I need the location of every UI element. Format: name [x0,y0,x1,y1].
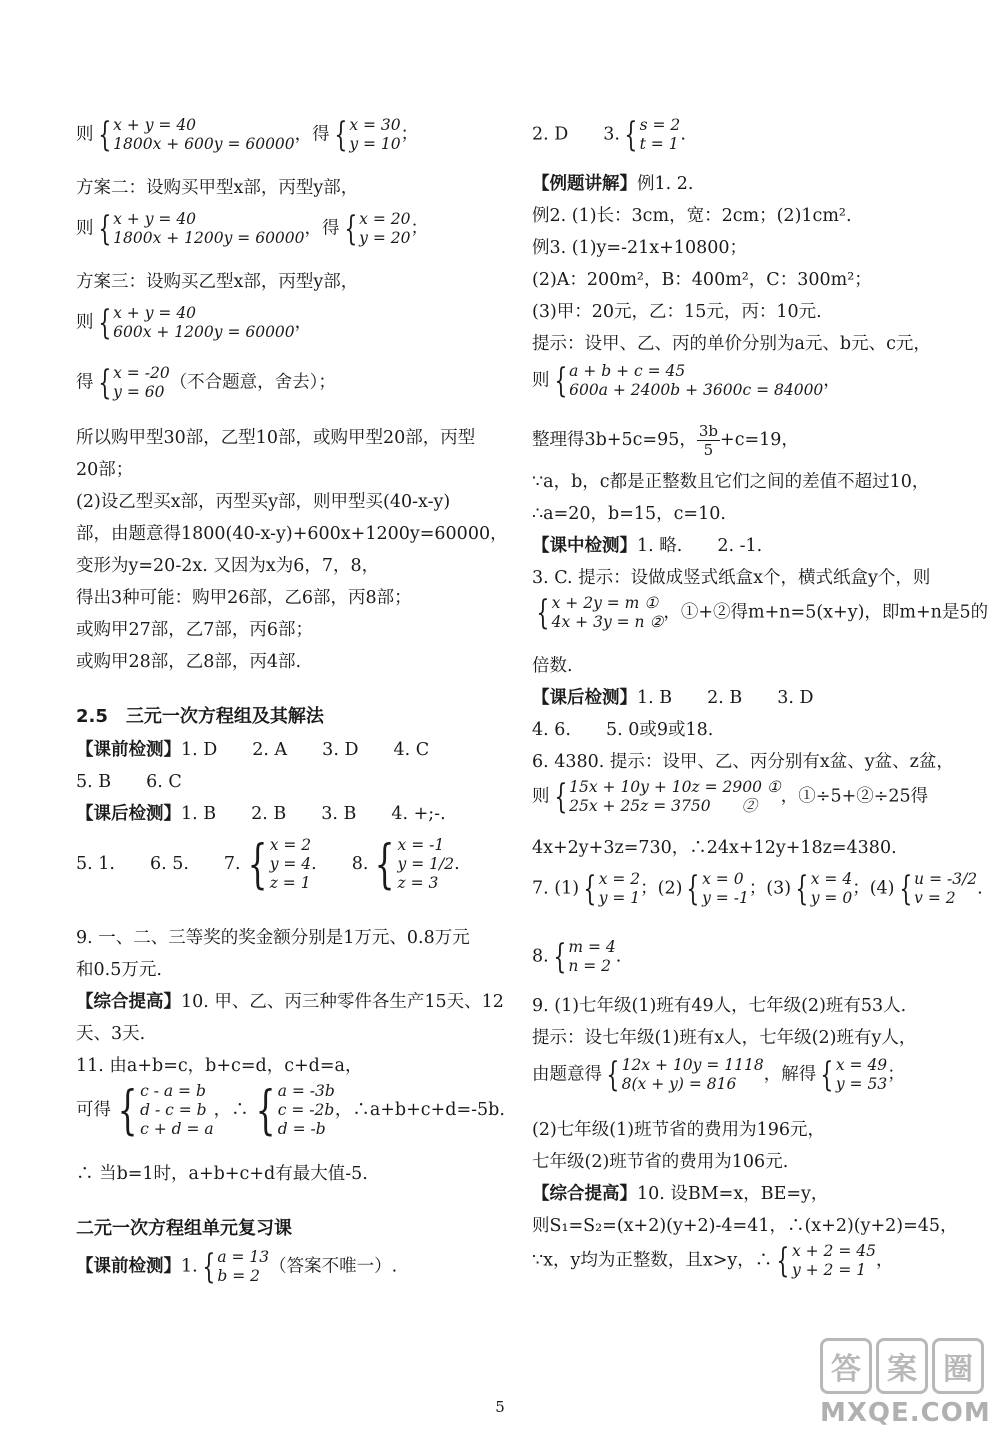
watermark-char: 答 [820,1338,872,1394]
right-line-15: 倍数. [532,656,573,676]
right-line-27: 七年级(2)班节省的费用为106元. [532,1152,789,1172]
right-line-1: 2. D 3. { s = 2 t = 1 . [532,115,686,155]
solution-system: { x = 2 y = 4 z = 1 [247,834,312,895]
equation-system: { x + 2y = m ① 4x + 3y = n ② [536,593,664,633]
right-line-11: ∴a=20，b=15，c=10. [532,504,726,524]
right-line-25: 由题意得 { 12x + 10y = 1118 8(x + y) = 816 ，解得 { x = 49 y = 53 ； [532,1055,905,1095]
right-line-13: 3. C. 提示：设做成竖式纸盒x个，横式纸盒y个，则 [532,568,931,588]
answer-9-cont: 和0.5万元. [76,960,162,980]
solution-system: { s = 2 t = 1 [624,115,681,155]
left-line-5: 则 { x + y = 40 600x + 1200y = 60000 ， [76,303,313,343]
equation-system: { x + y = 40 1800x + 1200y = 60000 [97,209,305,249]
equation-system: { 12x + 10y = 1118 8(x + y) = 816 [606,1055,764,1095]
left-line-14: 或购甲28部，乙8部，丙4部. [76,652,302,672]
right-line-24: 提示：设七年级(1)班有x人，七年级(2)班有y人， [532,1028,917,1048]
left-column [76,108,508,1296]
review-pre-check: 【课前检测】1. { a = 13 b = 2 （答案不唯一）. [76,1247,398,1287]
right-line-10: ∵a，b，c都是正整数且它们之间的差值不超过10， [532,472,930,492]
right-line-3: 例2. (1)长：3cm，宽：2cm；(2)1cm². [532,206,852,226]
right-column [532,108,989,1294]
equation-system: { c - a = b d - c = b c + d = a [117,1080,214,1141]
page-number: 5 [495,1398,505,1416]
watermark-char: 圈 [932,1338,984,1394]
solution-system: { u = -3/2 v = 2 [898,869,978,909]
comprehensive-line: 【综合提高】10. 甲、乙、丙三种零件各生产15天、12 [76,992,504,1012]
right-line-7: 提示：设甲、乙、丙的单价分别为a元、b元、c元， [532,334,931,354]
left-line-4: 方案三：设购买乙型x部，丙型y部， [76,272,359,292]
right-line-30: ∵x，y均为正整数，且x>y，∴ { x + 2 = 45 y + 2 = 1 ， [532,1241,894,1281]
right-line-9: 整理得3b+5c=95， $\frac{3b}{5}$ +c=19， [532,422,799,459]
solution-system: { a = -3b c = -2b d = -b [255,1080,335,1141]
solution-system: { a = 13 b = 2 [202,1247,270,1287]
right-line-8: 则 { a + b + c = 45 600a + 2400b + 3600c = 84000 ， [532,361,841,401]
example-line: 【例题讲解】例1. 2. [532,174,694,194]
left-line-12: 得出3种可能：购甲26部，乙6部，丙8部； [76,588,412,608]
right-line-18: 6. 4380. 提示：设甲、乙、丙分别有x盆、y盆、z盆， [532,752,954,772]
right-line-17: 4. 6. 5. 0或9或18. [532,720,714,740]
solution-system: { x + 2 = 45 y + 2 = 1 [776,1241,876,1281]
right-line-19: 则 { 15x + 10y + 10z = 2900 ① 25x + 25z = 3750 ② ，①÷5+②÷25得 [532,777,929,817]
solution-system: { x = -20 y = 60 [97,363,170,403]
post-check-line: 【课后检测】1. B 2. B 3. B 4. +;-. [76,804,446,824]
answer-8-right: 8. { m = 4 n = 2 . [532,937,622,977]
left-line-8: 20部； [76,460,134,480]
text: 则 [76,124,94,145]
solution-system: { x = 20 y = 20 [343,209,411,249]
left-line-1: 则 { x + y = 40 1800x + 600y = 60000 ，得 { x = 30 y = 10 ； [76,115,419,155]
answer-9: 9. 一、二、三等奖的奖金额分别是1万元、0.8万元 [76,928,470,948]
right-line-26: (2)七年级(1)班节省的费用为196元， [532,1120,825,1140]
equation-system: { 15x + 10y + 10z = 2900 ① 25x + 25z = 3750 ② [553,777,781,817]
watermark-url: MXQE.COM [820,1398,991,1428]
post-check-line-right: 【课后检测】1. B 2. B 3. D [532,688,814,708]
left-line-7: 所以购甲型30部，乙型10部，或购甲型20部，丙型 [76,428,476,448]
solution-system: { x = 30 y = 10 [334,115,401,155]
left-line-11: 变形为y=20-2x. 又因为x为6，7，8， [76,556,380,576]
watermark-logo [820,1338,990,1438]
left-line-6: 得 { x = -20 y = 60 （不合题意，舍去）； [76,363,336,403]
comprehensive-line-2: 天、3天. [76,1024,146,1044]
equation-system: { x + y = 40 1800x + 600y = 60000 [97,115,295,155]
section-heading-2-5: 2.5 三元一次方程组及其解法 [76,706,324,727]
equation-system: { a + b + c = 45 600a + 2400b + 3600c = 84000 [553,361,824,401]
section-heading-review: 二元一次方程组单元复习课 [76,1218,292,1239]
text: ，得 [294,124,330,145]
solution-system: { x = -1 y = 1/2 z = 3 [375,834,455,895]
pre-check-line-2: 5. B 6. C [76,772,182,792]
left-line-2: 方案二：设购买甲型x部，丙型y部， [76,178,359,198]
solution-system: { x = 2 y = 1 [583,869,641,909]
answer-11: 11. 由a+b=c，b+c=d，c+d=a， [76,1056,363,1076]
watermark-char: 案 [876,1338,928,1394]
solution-system: { m = 4 n = 2 [553,937,616,977]
right-line-6: (3)甲：20元，乙：15元，丙：10元. [532,302,822,322]
answers-5-8: 5. 1. 6. 5. 7. { x = 2 y = 4 z = 1 . 8. { x = -1 y = 1/2 z = 3 . [76,834,460,895]
solution-system: { x = 49 y = 53 [820,1055,888,1095]
answers-7: 7. (1) { x = 2 y = 1 ；(2) { x = 0 y = -1 ；(3) { x = 4 y = 0 ；(4) { u = -3/2 v = 2 . [532,869,983,909]
solution-system: { x = 4 y = 0 [795,869,853,909]
left-line-3: 则 { x + y = 40 1800x + 1200y = 60000 ，得 { x = 20 y = 20 ； [76,209,428,249]
right-line-5: (2)A：200m²，B：400m²，C：300m²； [532,270,872,290]
left-line-13: 或购甲27部，乙7部，丙6部； [76,620,314,640]
comprehensive-line-right: 【综合提高】10. 设BM=x，BE=y， [532,1184,829,1204]
right-line-4: 例3. (1)y=-21x+10800； [532,238,747,258]
equation-system: { x + y = 40 600x + 1200y = 60000 [97,303,295,343]
left-line-10: 部，由题意得1800(40-x-y)+600x+1200y=60000， [76,524,508,544]
right-line-20: 4x+2y+3z=730，∴24x+12y+18z=4380. [532,838,897,858]
answer-11-systems: 可得 { c - a = b d - c = b c + d = a ，∴ { a = -3b c = -2b d = -b ，∴a+b+c+d=-5b. [76,1080,505,1141]
pre-check-line: 【课前检测】1. D 2. A 3. D 4. C [76,740,430,760]
right-line-29: 则S₁=S₂=(x+2)(y+2)-4=41，∴(x+2)(y+2)=45， [532,1216,958,1236]
solution-system: { x = 0 y = -1 [686,869,749,909]
left-line-9: (2)设乙型买x部，丙型买y部，则甲型买(40-x-y) [76,492,451,512]
right-line-14: { x + 2y = m ① 4x + 3y = n ② ，①+②得m+n=5(x+y)，即m+n是5的 [532,590,957,646]
answer-11-conclusion: ∴ 当b=1时，a+b+c+d有最大值-5. [76,1164,368,1184]
fraction: $\frac{3b}{5}$ [698,422,719,459]
mid-check-line: 【课中检测】1. 略. 2. -1. [532,536,763,556]
right-line-23: 9. (1)七年级(1)班有49人，七年级(2)班有53人. [532,996,907,1016]
